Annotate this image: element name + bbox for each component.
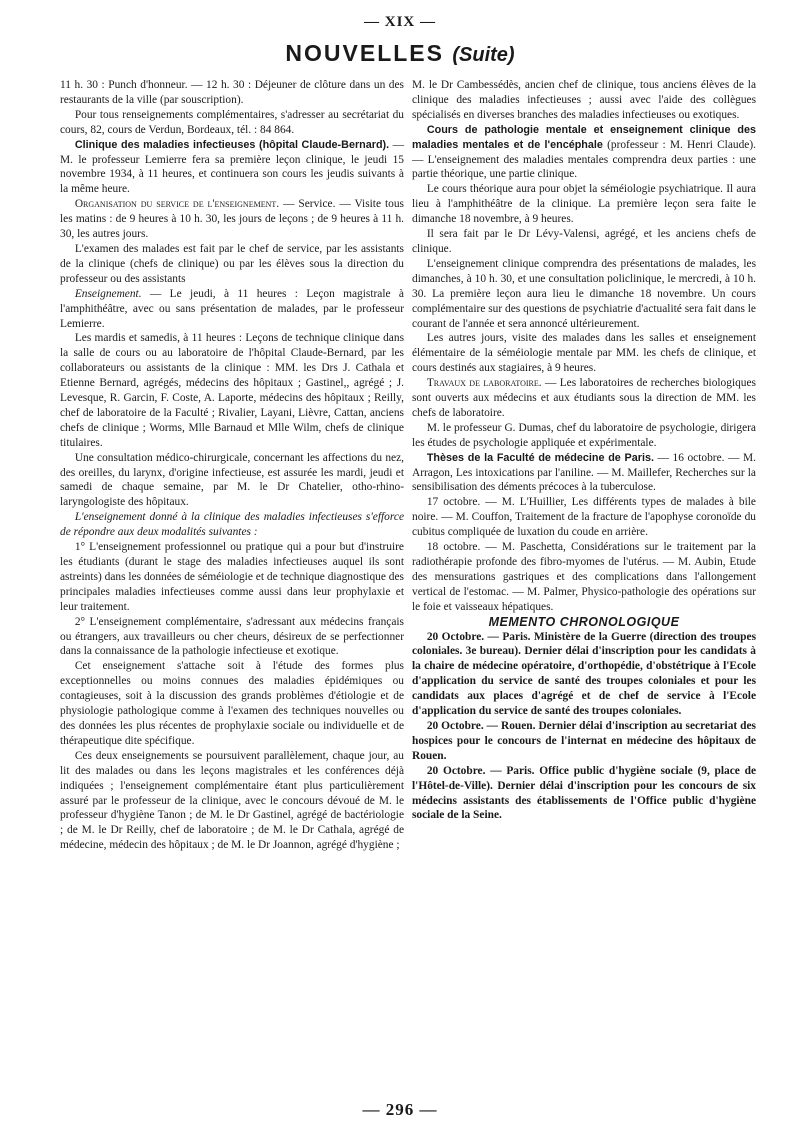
page-number: — 296 — [362, 1100, 438, 1119]
paragraph [412, 376, 756, 421]
paragraph-text: 17 octobre. — M. L'Huillier, Les différents types de malades à bile noire. — M. Couffon, Traitement de la fracture de l'apophyse coronoïde du cubitus compliquée de luxation du coude en arrière. [412, 496, 756, 539]
paragraph [412, 764, 756, 824]
paragraph-text: Cet enseignement s'attache soit à l'étude des formes plus exceptionnelles ou moins connues des maladies épidémiques ou contagieuses, soit à la discussion des grands problèmes d'étiologie et de physiologie pathologique comme à l'examen des techniques nouvelles ou des données les plus récentes de prophylaxie sociale ou individuelle et de thérapeutique dite spécifique. [60, 660, 404, 747]
paragraph-text: 20 Octobre. — Rouen. Dernier délai d'inscription au secretariat des hospices pour le concours de l'internat en médecine des hôpitaux de Rouen. [412, 719, 756, 762]
paragraph-text: 20 Octobre. — Paris. Ministère de la Guerre (direction des troupes coloniales. 3e bureau). Dernier délai d'inscription pour les candidats à la chaire de médecine opératoire, d'orthopédie, d'obstétrique à l'Ecole d'application du service de santé des troupes coloniales et pour les candidats aux places d'agrégé et de chef de service à l'Ecole d'application du service de santé des troupes coloniales. [412, 630, 756, 718]
paragraph [60, 242, 404, 287]
paragraph [60, 540, 404, 615]
paragraph-text: Ces deux enseignements se poursuivent parallèlement, chaque jour, au lit des malades ou dans les leçons magistrales et les conférences déjà indiquées ; l'enseignement complémentaire étant plus particulièrement assuré par le professeur de la clinique, avec le concours dévoué de M. le professeur d'hygiène Tanon ; de M. le Dr Gastinel, agrégé de bactériologie ; de M. le Dr Reilly, chef de laboratoire ; de M. le Dr Cathala, agrégé de médecine, médecin des hôpitaux ; de M. le Dr Joannon, agrégé d'hygiène ; [60, 749, 404, 852]
paragraph [412, 630, 756, 719]
paragraph-text: 2° L'enseignement complémentaire, s'adressant aux médecins français ou étrangers, aux travailleurs ou cher cheurs, désireux de se perfectionner dans la connaissance de la pathologie infectieuse et exotique. [60, 615, 404, 658]
paragraph [412, 421, 756, 451]
paragraph-text: Les autres jours, visite des malades dans les salles et enseignement élémentaire de la séméiologie mentale par MM. les chefs de clinique, et cours destinés aux stagiaires, à 9 heures. [412, 332, 756, 375]
paragraph [60, 331, 404, 450]
paragraph-lead: Thèses de la Faculté de médecine de Paris. [426, 451, 654, 464]
paragraph-text: — M. le professeur Lemierre fera sa première leçon clinique, le jeudi 15 novembre 1934, à 11 heures, et continuera son cours les jeudis suivants à la même heure. [60, 138, 404, 196]
paragraph [412, 540, 756, 615]
paragraph-text: 18 octobre. — M. Paschetta, Considérations sur le traitement par la radiothérapie profonde des fibro-myomes de l'utérus. — M. Aubin, Etude des mensurations gastriques et des complications dans l'allongement vertical de l'estomac. — M. Palmer, Physico-pathologie des opérations sur le foie et vaisseaux hépatiques. [412, 541, 756, 613]
paragraph [412, 719, 756, 764]
left-column [60, 78, 404, 853]
paragraph [412, 495, 756, 540]
paragraph-text: (professeur : M. Henri Claude). — L'enseignement des maladies mentales comprendra deux parties : une partie théorique, une partie clinique. [412, 138, 756, 181]
paragraph-text: Les mardis et samedis, à 11 heures : Leçons de technique clinique dans la salle de cours ou au laboratoire de l'hôpital Claude-Bernard, par les collaborateurs ou assistants de la clinique : MM. les Drs J. Cathala et Etienne Bernard, agrégés, médecins des hôpitaux ; Gastinel,, agrégé ; J. Levesque, R. Garcin, F. Coste, A. Laporte, médecins des hôpitaux ; Reilly, chef de laboratoire de la Faculté ; Rivalier, Layani, Lièvre, Cattan, anciens chefs de clinique ; Worms, Mlle Barnaud et Mlle Wilm, chefs de clinique titulaires. [60, 332, 404, 449]
paragraph [60, 197, 404, 242]
paragraph-small-caps: Travaux de laboratoire. [426, 377, 542, 390]
paragraph-text: Pour tous renseignements complémentaires, s'adresser au secrétariat du cours, 82, cours de Verdun, Bordeaux, tél. : 84 864. [60, 108, 404, 136]
paragraph-text: L'examen des malades est fait par le chef de service, par les assistants de la clinique (chefs de clinique) ou par les élèves sous la direction du professeur ou des assistants [60, 242, 404, 285]
title-suite: (Suite) [452, 44, 515, 66]
paragraph [60, 659, 404, 748]
paragraph [60, 108, 404, 138]
paragraph-text: 11 h. 30 : Punch d'honneur. — 12 h. 30 : Déjeuner de clôture dans un des restaurants de la ville (par souscription). [60, 79, 404, 106]
paragraph [60, 615, 404, 660]
paragraph-text: L'enseignement clinique comprendra des présentations de malades, les dimanches, à 10 h. 30, et une consultation policlinique, le mercredi, à 10 h. 30. La première leçon aura lieu le dimanche 18 novembre. Un cours complémentaire sur des questions de psychiatrie d'actualité sera fait dans le courant de l'année et sera annoncé ultérieurement. [412, 257, 756, 330]
paragraph-text: — 16 octobre. — M. Arragon, Les intoxications par l'aniline. — M. Maillefer, Recherches sur la sensibilisation des déments précoces à la tuberculose. [412, 451, 756, 494]
paragraph-lead: Cours de pathologie mentale et enseignement clinique des maladies mentales et de l'encéphale [412, 123, 756, 151]
paragraph-text: Il sera fait par le Dr Lévy-Valensi, agrégé, et les anciens chefs de clinique. [412, 228, 756, 255]
paragraph [60, 138, 404, 198]
paragraph-text: — Le jeudi, à 11 heures : Leçon magistrale à l'amphithéâtre, avec ou sans présentation de malades, par le professeur Lemierre. [60, 287, 404, 330]
paragraph-lead: Clinique des maladies infectieuses (hôpital Claude-Bernard). [74, 138, 390, 151]
paragraph-text: L'enseignement donné à la clinique des maladies infectieuses s'efforce de répondre aux deux modalités suivantes : [60, 511, 404, 539]
right-column [412, 78, 756, 823]
paragraph [412, 451, 756, 496]
title-main: NOUVELLES [285, 40, 444, 66]
paragraph [412, 123, 756, 183]
paragraph [60, 749, 404, 853]
paragraph [60, 510, 404, 540]
paragraph-text: 20 Octobre. — Paris. Office public d'hygiène sociale (9, place de l'Hôtel-de-Ville). Dernier délai d'inscription pour les concours de six médecins assistants des établissements de l'Office public d'hygiène sociale de la Seine. [412, 764, 756, 822]
paragraph-text: M. le Dr Cambessédès, ancien chef de clinique, tous anciens élèves de la clinique des maladies infectieuses ; aussi avec l'aide des collègues spécialisés en diverses branches des maladies infectieuses ou exotiques. [412, 79, 756, 121]
paragraph [412, 227, 756, 257]
paragraph-text: 1° L'enseignement professionnel ou pratique qui a pour but d'instruire les étudiants (durant le stage des maladies infectieuses auquel ils sont astreints) dans les données de séméiologie et de technique diagnostique des principales maladies infectieuses comme aussi dans leur prophylaxie et leur traitement. [60, 541, 404, 613]
paragraph [60, 287, 404, 332]
paragraph [60, 451, 404, 511]
section-heading [412, 615, 756, 630]
paragraph [412, 257, 756, 332]
paragraph-text: MEMENTO CHRONOLOGIQUE [488, 614, 680, 629]
paragraph-text: Une consultation médico-chirurgicale, concernant les affections du nez, des oreilles, du larynx, d'origine infectieuse, est assurée les mardi, jeudi et samedi de chaque semaine, par M. le Dr Chatelier, otho-rhino-laryngologiste des hôpitaux. [60, 451, 404, 509]
page-title [0, 40, 800, 67]
paragraph [412, 331, 756, 376]
paragraph-text: M. le professeur G. Dumas, chef du laboratoire de psychologie, dirigera les études de psychologie appliquée et expérimentale. [412, 421, 756, 449]
paragraph [60, 78, 404, 108]
paragraph-text: — Service. — Visite tous les matins : de 9 heures à 10 h. 30, les jours de leçons ; de 9 heures à 11 h. 30, les autres jours. [60, 198, 404, 241]
paragraph-text: — Les laboratoires de recherches biologiques sont ouverts aux médecins et aux étudiants sous la direction de MM. les chefs de laboratoire. [412, 377, 756, 419]
paragraph [412, 78, 756, 123]
page-folio: — XIX — [363, 14, 436, 30]
paragraph [412, 182, 756, 227]
paragraph-small-caps: Organisation du service de l'enseignement. [74, 198, 280, 211]
paragraph-italic-lead: Enseignement. [74, 287, 142, 300]
paragraph-text: Le cours théorique aura pour objet la séméiologie psychiatrique. Il aura lieu à l'amphithéâtre de la clinique. La première leçon sera faite le dimanche 18 novembre, à 9 heures. [412, 183, 756, 226]
